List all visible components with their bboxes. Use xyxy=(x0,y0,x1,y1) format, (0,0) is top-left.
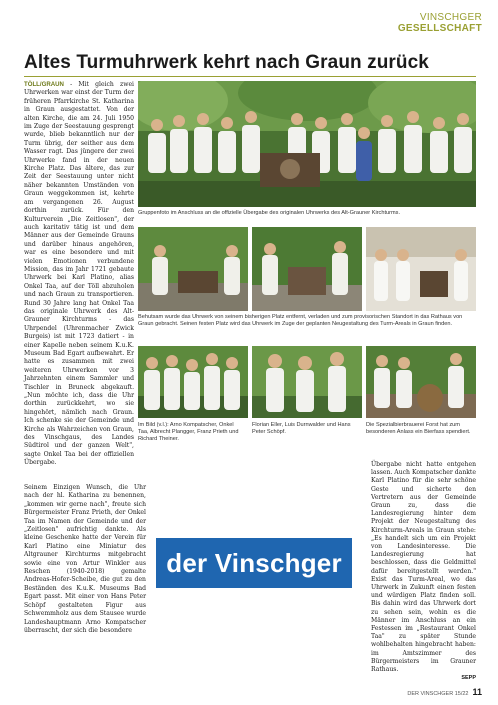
article-signature: SEPP xyxy=(461,675,476,682)
caption-brewery: Die Spezialbierbrauerei Forst hat zum besonderen Anlass ein Bierfass spendiert. xyxy=(366,422,471,436)
photo-transport-1 xyxy=(138,227,248,311)
photo-people-2 xyxy=(252,346,362,418)
article-headline: Altes Turmuhrwerk kehrt nach Graun zurück xyxy=(24,52,429,73)
logo-text: der Vinschger xyxy=(166,547,342,578)
section-tag xyxy=(398,12,482,34)
article-column-1b: Seinem Einzigen Wunsch, die Uhr nach der hl. Katharina zu benennen, „kommen wir gerne nach", freute sich Bürgermeister Franz Prieth, der Onkel Taa im Namen der Gemeinde und der „Zeitlosen" aufrichtig dankte. Als kleine Geschenke hatte der Verein für Karl Platino eine Miniatur des Altgrauner Kirchturms mitgebracht sowie eine von Artur Winkler aus Reschen (1940-2018) gemalte Andreas-Hofer-Scheibe, die gut zu den Beständen des K.u.K. Museums Bad Egart passt. Mit einer von Hans Peter Schöpf gestalteten Figur aus Schwemmholz aus dem Stausee wurde Landeshauptmann Arno Kompatscher überrascht, der sich die besondere xyxy=(24,484,146,634)
caption-people-1: Im Bild (v.l.): Arno Kompatscher, Onkel Taa, Albrecht Plangger, Franz Prieth und Richard Theiner. xyxy=(138,422,239,443)
page-footer xyxy=(407,687,482,697)
caption-transport: Behutsam wurde das Uhrwerk von seinem bisherigen Platz entfernt, verladen und zum provisorischen Standort in das Rathaus von Graun gebracht. Seinen festen Platz wird das Uhrwerk im Zuge der geplanten Neugestaltung des Turm-Areals in Graun finden. xyxy=(138,314,463,328)
photo-brewery xyxy=(366,346,476,418)
vinschger-logo xyxy=(156,538,352,588)
article-body-1: - Mit gleich zwei Uhrwerken war einst der Turm der früheren Pfarrkirche St. Katharina in Graun ausgestattet. Von der alten Kirche, die am 24. Juli 1950 im Zuge der Seestauung gesprengt wurde, blieb bekanntlich nur der Turm übrig, der seither aus dem Wasser ragt. Das jüngere der zwei Uhrwerke fand in der neuen Kirche Platz. Das ältere, das zur Zeit der Seestauung unter nicht näher bekannten Umständen von Graun weggekommen ist, kehrte am vergangenen 26. August dorthin zurück. Für den Kulturverein „Die Zeitlosen", der auch karitativ tätig ist und dem Männer aus der Gemeinde Grauns und darüber hinaus angehören, war es eine besondere und mit vielen Emotionen verbundene Mission, das im Jahr 1721 gebaute Uhrwerk bei Karl Platino, alias Onkel Taa, auf der Töll abzuholen und nach Graun zu transportieren. Rund 30 Jahre lang hat Onkel Taa das originale Uhrwerk des Alt-Grauner Kirchturms - das Uhrpendel (Uhrenmacher Zwick Burgeis) ist mit 1723 datiert - in einer Kapelle neben seinem K.u.K. Museum Bad Egart aufbewahrt. Er hatte es zusammen mit zwei weiteren Uhrwerken vor 3 Jahrzehnten einem Sammler und Tischler in Bruneck abgekauft. „Nun möchte ich, dass die Uhr dorthin zurückkehrt, wo sie hingehört, nämlich nach Graun. Ich schenke sie der Gemeinde und Kirche als Wahrzeichen von Graun, des Vinschgaus, des Landes Südtirol und der ganzen Welt", sagte Onkel Taa bei der offiziellen Übergabe. xyxy=(24,81,134,467)
caption-group: Gruppenfoto im Anschluss an die offizielle Übergabe des originalen Uhrwerks des Alt-Grauner Kirchturms. xyxy=(138,210,400,216)
page-number: 11 xyxy=(472,687,482,697)
article-column-1 xyxy=(24,81,134,468)
photo-transport-3 xyxy=(366,227,476,311)
photo-transport-2 xyxy=(252,227,362,311)
headline-rule xyxy=(24,76,476,77)
section-line-2: GESELLSCHAFT xyxy=(397,23,482,34)
article-column-3 xyxy=(371,461,476,682)
photo-group xyxy=(138,81,476,207)
caption-people-2: Florian Eller, Luis Durnwalder und Hans Peter Schöpf. xyxy=(252,422,351,436)
article-body-3: Übergabe nicht hatte entgehen lassen. Auch Kompatscher dankte Karl Platino für die sehr schöne Geste und sicherte den Vertretern aus der Gemeinde Graun zu, dass die Landesregierung hinter dem Projekt der Neugestaltung des Kirchturm-Areals in Graun stehe: „Es handelt sich um ein Projekt von Landesinteresse. Die Landesregierung hat beschlossen, dass die Geldmittel dafür bereitgestellt werden." Exist das Turm-Areal, wo das Uhrwerk in Zukunft einen festen und würdigen Platz finden soll. Bis dahin wird das Uhrwerk dort zu sehen sein, wohin es die Männer im Anschluss an ein Festessen im „Restaurant Onkel Taa" zu später Stunde wohlbehalten hingebracht haben: im Amtszimmer des Bürgermeisters im Grauner Rathaus. xyxy=(371,461,476,674)
footer-issue: DER VINSCHGER 15/22 xyxy=(407,691,469,697)
section-line-1: VINSCHGER xyxy=(419,12,482,23)
photo-people-1 xyxy=(138,346,248,418)
article-dateline: TÖLL/GRAUN xyxy=(24,81,64,88)
